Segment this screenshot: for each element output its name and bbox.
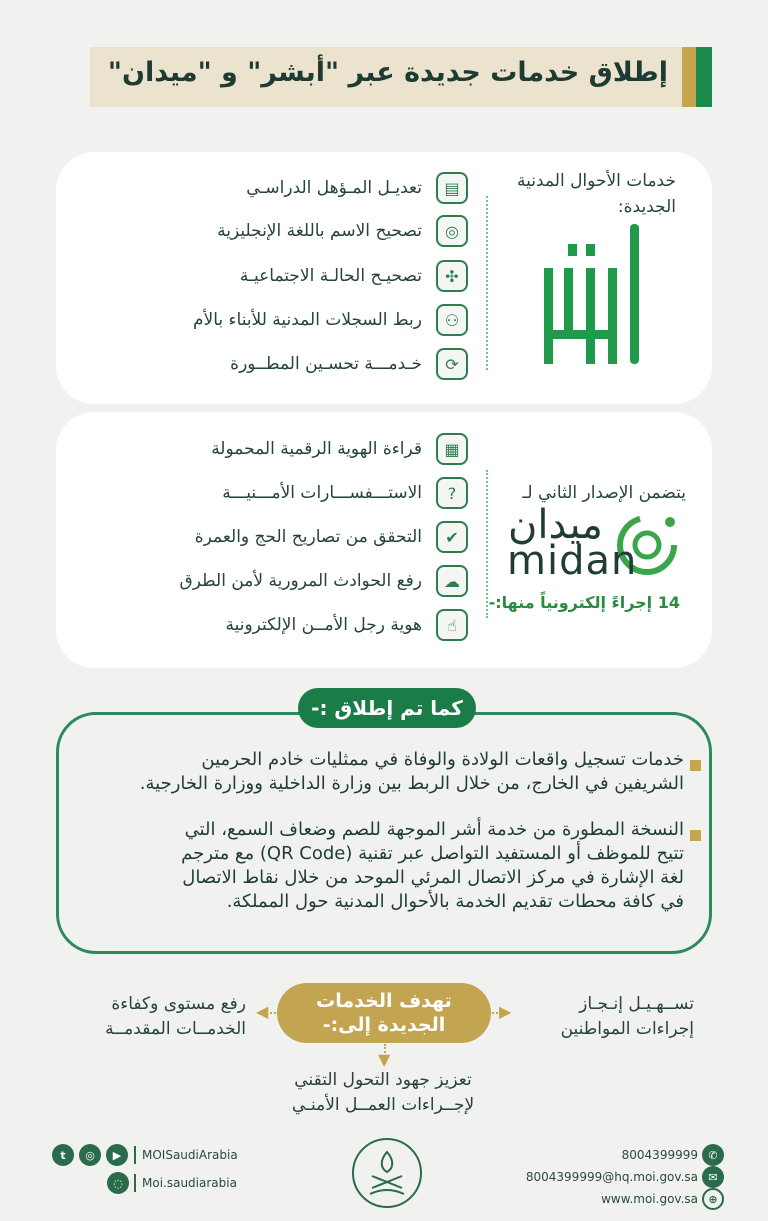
absher-service-2: ✣ تصحيـح الحالـة الاجتماعيـة — [148, 258, 468, 294]
youtube-icon[interactable]: ▶ — [106, 1144, 128, 1166]
refresh-gear-icon: ⟳ — [436, 348, 468, 380]
email-icon-wrap — [702, 1166, 724, 1188]
website-url[interactable]: www.moi.gov.sa — [601, 1192, 698, 1206]
midan-service-2: ✔ التحقق من تصاريح الحج والعمرة — [148, 519, 468, 555]
goals-pill: تهدف الخدمات الجديدة إلى:- — [277, 983, 491, 1043]
goal-left: رفع مستوى وكفاءة الخدمــات المقدمــة — [105, 994, 246, 1039]
title-banner — [90, 47, 712, 107]
globe-icon[interactable]: ⊕ — [702, 1188, 724, 1210]
arrow-left-icon: ◀ — [256, 1002, 269, 1021]
absher-service-1: ◎ تصحيح الاسم باللغة الإنجليزية — [148, 213, 468, 249]
absher-service-3: ⚇ ربط السجلات المدنية للأبناء بالأم — [148, 302, 468, 338]
social-icons — [52, 1144, 128, 1166]
bullet-marker — [690, 760, 701, 771]
goal-bottom: تعزيز جهود التحول التقني لإجــراءات العمــل الأمنـي — [291, 1070, 475, 1115]
qr-phone-icon: ▦ — [436, 433, 468, 465]
bullet-marker — [690, 830, 701, 841]
midan-service-1: ? الاستـــفســـارات الأمـــنيـــة — [148, 475, 468, 511]
midan-heading: يتضمن الإصدار الثاني لـ — [522, 483, 686, 503]
goal-right: تســهـيـل إنـجـاز إجراءات المواطنين — [560, 994, 694, 1039]
absher-divider — [486, 196, 488, 370]
absher-service-4: ⟳ خـدمـــة تحسـين المطــورة — [148, 346, 468, 382]
midan-logo-en: midan — [507, 538, 638, 584]
absher-service-0: ▤ تعديـل المـؤهل الدراسـي — [148, 170, 468, 206]
email-icon[interactable]: ✉ — [702, 1166, 724, 1188]
moi-emblem — [352, 1138, 422, 1208]
phone-icon-wrap — [702, 1144, 724, 1166]
footer-separator — [134, 1146, 136, 1164]
phone-number[interactable]: 8004399999 — [621, 1148, 698, 1162]
snap-handle[interactable]: Moi.saudiarabia — [142, 1176, 237, 1190]
snapchat-icon[interactable]: ◌ — [107, 1172, 129, 1194]
also-launched-bullet-1: النسخة المطورة من خدمة أشر الموجهة للصم وضعاف السمع، التي تتيح للموظف أو المستفيد التواصل عبر تقنية (QR Code) مع مترجم لغة الإشارة في مركز الاتصال المرئي الموحد من خلال نقاط الاتصال في كافة محطات تقديم الخدمة بالأحوال المدنية حول المملكة. — [181, 819, 684, 912]
cloud-upload-icon: ☁ — [436, 565, 468, 597]
midan-note: 14 إجراءً إلكترونياً منها:- — [488, 593, 680, 612]
person-question-icon: ? — [436, 477, 468, 509]
phone-icon[interactable]: ✆ — [702, 1144, 724, 1166]
midan-service-3: ☁ رفع الحوادث المرورية لأمن الطرق — [148, 563, 468, 599]
tap-phone-icon: ☝ — [436, 609, 468, 641]
globe-chat-icon: ◎ — [436, 215, 468, 247]
arrow-down-icon: ▼ — [378, 1050, 391, 1069]
family-icon: ⚇ — [436, 304, 468, 336]
globe-icon-wrap — [702, 1188, 724, 1210]
midan-service-4: ☝ هوية رجل الأمــن الإلكترونية — [148, 607, 468, 643]
shield-check-icon: ✔ — [436, 521, 468, 553]
network-icon: ✣ — [436, 260, 468, 292]
twitter-icon[interactable]: t — [52, 1144, 74, 1166]
also-launched-tag: كما تم إطلاق :- — [298, 688, 476, 728]
page-title: إطلاق خدمات جديدة عبر "أبشر" و "ميدان" — [107, 57, 668, 88]
absher-heading: خدمات الأحوال المدنية الجديدة: — [517, 171, 676, 217]
snapchat-icon-wrap — [107, 1172, 129, 1194]
instagram-icon[interactable]: ◎ — [79, 1144, 101, 1166]
footer-separator — [134, 1174, 136, 1192]
title-accent-green — [696, 47, 712, 107]
also-launched-bullet-0: خدمات تسجيل واقعات الولادة والوفاة في ممثليات خادم الحرمين الشريفين في الخارج، من خلال الربط بين وزارة الداخلية ووزارة الخارجية. — [139, 749, 684, 794]
social-handle[interactable]: MOISaudiArabia — [142, 1148, 238, 1162]
arrow-right-icon: ▶ — [499, 1002, 512, 1021]
absher-logo — [538, 218, 648, 368]
certificate-icon: ▤ — [436, 172, 468, 204]
midan-service-0: ▦ قراءة الهوية الرقمية المحمولة — [148, 431, 468, 467]
midan-logo-ar: ميدان — [508, 502, 603, 548]
email-address[interactable]: 8004399999@hq.moi.gov.sa — [525, 1170, 698, 1184]
title-accent-gold — [682, 47, 696, 107]
